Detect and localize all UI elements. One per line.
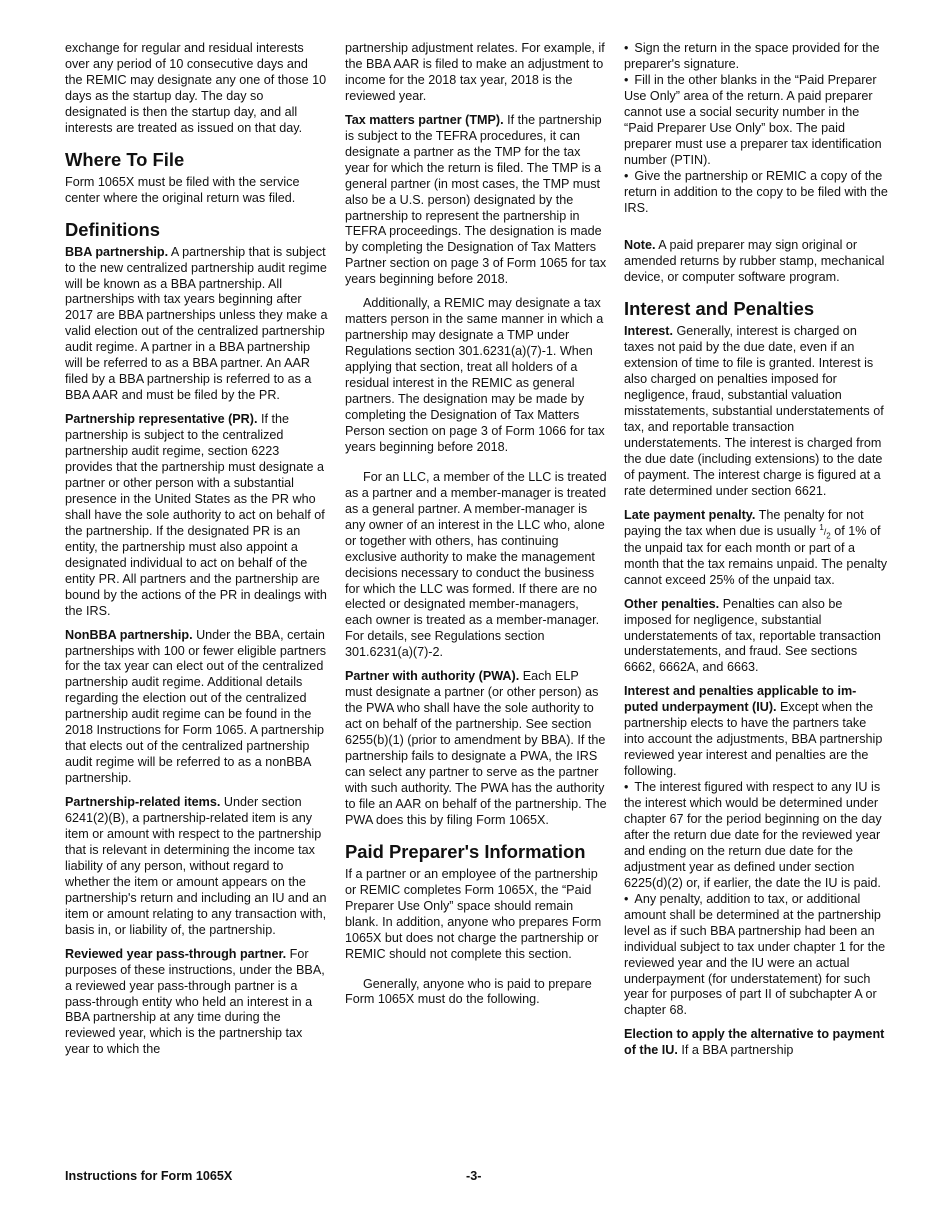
election-text: If a BBA partnership xyxy=(681,1043,794,1058)
late-payment-paragraph: Late payment penalty. The penalty for not paying the tax when due is usually $^1/_2$ of 1% of the unpaid tax for each month or part of a month that the tax remains unpaid. The penalty cannot exceed 25% of the unpaid tax. xyxy=(624,507,887,587)
iu-text: Except when the partnership elects to have the partners take into account the adjustments, BBA partnership reviewed year interest and penalties are the following. xyxy=(624,700,883,779)
generally-paragraph: Generally, anyone who is paid to prepare Form 1065X must do the following. xyxy=(345,976,592,1007)
nonbba-partnership-paragraph xyxy=(65,628,328,788)
interest-term: Interest. xyxy=(624,324,673,339)
fraction-denominator: 2 xyxy=(826,531,831,541)
other-penalties-term: Other penalties. xyxy=(624,596,720,611)
note-term: Note. xyxy=(624,238,656,253)
partnership-related-items-text: Under section 6241(2)(B), a partnership-related item is any item or amount with respect to the partnership that is relevant in determining the income tax liability of any person, without regard to whether the item or amount appears on the partnership's return and including an IU and an item or amount relating to any transaction with, basis in, or liability of, the partnership. xyxy=(65,795,327,937)
pwa-text: Each ELP must designate a partner (or other person) as the PWA who shall have the sole authority to act on behalf of the partnership. See section 6255(b)(1) (prior to amendment by BBA). If the partnership fails to designate a PWA, the IRS can select any partner to serve as the partner with such authority. The PWA has the authority to file an AAR on behalf of the partnership. The PWA does this by filing Form 1065X. xyxy=(345,669,607,827)
late-payment-text-b: of 1% of the unpaid tax for each month or part of a month that the tax remains unpaid. The penalty cannot exceed 25% of the unpaid tax. xyxy=(624,523,887,587)
partnership-representative-paragraph xyxy=(65,412,328,619)
paid-preparer-heading: Paid Preparer's Information xyxy=(345,840,586,862)
iu-term: Interest and penalties applicable to im-puted underpayment (IU). xyxy=(624,684,857,715)
iu-paragraph xyxy=(624,684,888,780)
note-paragraph xyxy=(624,238,888,286)
column-2 xyxy=(345,41,607,1016)
reviewed-year-pass-through-paragraph xyxy=(65,947,328,1059)
tmp-paragraph xyxy=(345,113,607,288)
bullet-fill-blanks: • Fill in the other blanks in the “Paid Preparer Use Only” area of the return. A paid preparer cannot use a social security number in the “Paid Preparer Use Only” box. The paid preparer must use a preparer tax identification number (PTIN). xyxy=(624,73,888,169)
bullet-iu-interest: • The interest figured with respect to any IU is the interest which would be determined under chapter 67 for the period beginning on the day after the return due date for the reviewed year and ending on the return due date for the adjustment year as defined under section 6225(d)(2) or, if earlier, the date the IU is paid. xyxy=(624,780,888,892)
election-term: Election to apply the alternative to payment of the IU. xyxy=(624,1027,885,1058)
paid-preparer-text: If a partner or an employee of the partnership or REMIC completes Form 1065X, the “Paid Preparer Use Only” space should remain blank. In addition, anyone who prepares Form 1065X but does not charge the partnership or REMIC should not complete this section. xyxy=(345,866,602,961)
fraction-numerator: 1 xyxy=(819,522,824,532)
bullet-sign-return: • Sign the return in the space provided for the preparer's signature. xyxy=(624,41,888,73)
bba-partnership-term: BBA partnership. xyxy=(65,244,169,259)
column-1 xyxy=(65,41,328,1066)
where-to-file-heading: Where To File xyxy=(65,148,185,170)
footer-title: Instructions for Form 1065X xyxy=(65,1169,233,1183)
late-payment-term: Late payment penalty. xyxy=(624,507,756,522)
nonbba-partnership-term: NonBBA partnership. xyxy=(65,627,193,642)
remic-paragraph: Additionally, a REMIC may designate a tax matters person in the same manner in which a partnership may designate a TMP under Regulations section 301.6231(a)(7)-1. When applying that section, treat all holders of a residual interest in the REMIC as general partners. The designation may be made by completing the Designation of Tax Matters Person section on page 3 of Form 1066 for tax years beginning before 2018. xyxy=(345,296,605,454)
bba-partnership-text: A partnership that is subject to the new centralized partnership audit regime will be known as a BBA partnership. All partnerships with tax years beginning after 2017 are BBA partnerships unless they make a valid election out of the centralized partnership audit regime. A partner in a BBA partnership will be referred to as a BBA partner. An AAR filed by a BBA partnership is referred to as a BBA AAR and must be filed by the PR. xyxy=(65,244,328,403)
tmp-text: If the partnership is subject to the TEFRA procedures, it can designate a partner as the TMP for the tax year for which the return is filed. The TMP is a general partner (in most cases, the TMP must also be a U.S. person) designated by the partnership to represent the partnership in TEFRA proceedings. The designation is made by completing the Designation of Tax Matters Partner section on page 3 of Form 1065 for tax years beginning before 2018. xyxy=(345,112,607,287)
late-payment-text-a: The penalty for not paying the tax when due is usually xyxy=(624,507,864,538)
nonbba-partnership-text: Under the BBA, certain partnerships with 100 or fewer eligible partners for the tax year can elect out of the centralized partnership audit regime. Additional details regarding the election out of the centralized partnership audit regime can be found in the 2018 Instructions for Form 1065. A partnership that elects out of the centralized partnership audit regime will be referred to as a nonBBA partnership. xyxy=(65,627,327,786)
bullet-give-copy: • Give the partnership or REMIC a copy of the return in addition to the copy to be filed with the IRS. xyxy=(624,169,888,217)
bba-partnership-paragraph xyxy=(65,245,328,405)
reviewed-year-pass-through-text: For purposes of these instructions, under the BBA, a reviewed year pass-through partner is a pass-through entity who held an interest in a BBA partnership at any time during the reviewed year, which is the partnership tax year to which the xyxy=(65,946,325,1057)
pwa-paragraph xyxy=(345,669,607,829)
other-penalties-paragraph xyxy=(624,597,888,677)
page-number: -3- xyxy=(466,1169,482,1183)
partnership-related-items-term: Partnership-related items. xyxy=(65,795,221,810)
partnership-representative-term: Partnership representative (PR). xyxy=(65,412,258,427)
continued-paragraph: partnership adjustment relates. For example, if the BBA AAR is filed to make an adjustment to income for the 2018 tax year, 2018 is the reviewed year. xyxy=(345,41,605,103)
reviewed-year-pass-through-term: Reviewed year pass-through partner. xyxy=(65,946,287,961)
where-to-file-text: Form 1065X must be filed with the service center where the original return was filed. xyxy=(65,174,300,205)
interest-text: Generally, interest is charged on taxes not paid by the due date, even if an extension of time to file is granted. Interest is also charged on penalties imposed for negligence, fraud, substantial valuation misstatements, substantial understatements of tax, and reportable transaction understatements. The interest is charged from the due date (including extensions) to the date of payment. The interest charge is figured at a rate determined under section 6621. xyxy=(624,324,884,498)
column-3 xyxy=(624,41,888,1067)
tmp-term: Tax matters partner (TMP). xyxy=(345,112,504,127)
pwa-term: Partner with authority (PWA). xyxy=(345,669,520,684)
partnership-related-items-paragraph xyxy=(65,795,328,939)
llc-paragraph: For an LLC, a member of the LLC is treated as a partner and a member-manager is treated as a general partner. A member-manager is any owner of an interest in the LLC who, alone or together with others, has continuing exclusive authority to make the management decisions necessary to conduct the business for which the LLC was formed. If there are no elected or designated member-managers, each owner is treated as a member-manager. For details, see Regulations section 301.6231(a)(7)-2. xyxy=(345,469,607,660)
election-paragraph xyxy=(624,1027,888,1059)
interest-penalties-heading: Interest and Penalties xyxy=(624,298,815,320)
bullet-iu-penalty: • Any penalty, addition to tax, or additional amount shall be determined at the partnership level as if such BBA partnership had been an individual subject to tax under chapter 1 for the reviewed year and the IU were an actual underpayment (for understatement) for such year for purposes of part II of subchapter A or chapter 68. xyxy=(624,892,888,1020)
other-penalties-text: Penalties can also be imposed for negligence, substantial understatements of tax, reportable transaction understatements, and fraud. See sections 6662, 6662A, and 6663. xyxy=(624,596,881,675)
definitions-heading: Definitions xyxy=(65,218,161,240)
intro-paragraph: exchange for regular and residual interests over any period of 10 consecutive days and the REMIC may designate any one of those 10 days as the startup day. The day so designated is then the startup day, and all interests are treated as issued on that day. xyxy=(65,41,327,135)
partnership-representative-text: If the partnership is subject to the centralized partnership audit regime, section 6223 provides that the partnership must designate a partner or other person with a substantial presence in the United States as the PR who shall have the sole authority to act on behalf of the partnership. If the designated PR is an entity, the partnership must also appoint a designated individual to act on behalf of the entity PR. All partners and the partnership are bound by the actions of the PR in dealings with the IRS. xyxy=(65,412,327,618)
note-text: A paid preparer may sign original or amended returns by rubber stamp, mechanical device, or computer software program. xyxy=(624,238,885,285)
interest-paragraph xyxy=(624,324,888,499)
